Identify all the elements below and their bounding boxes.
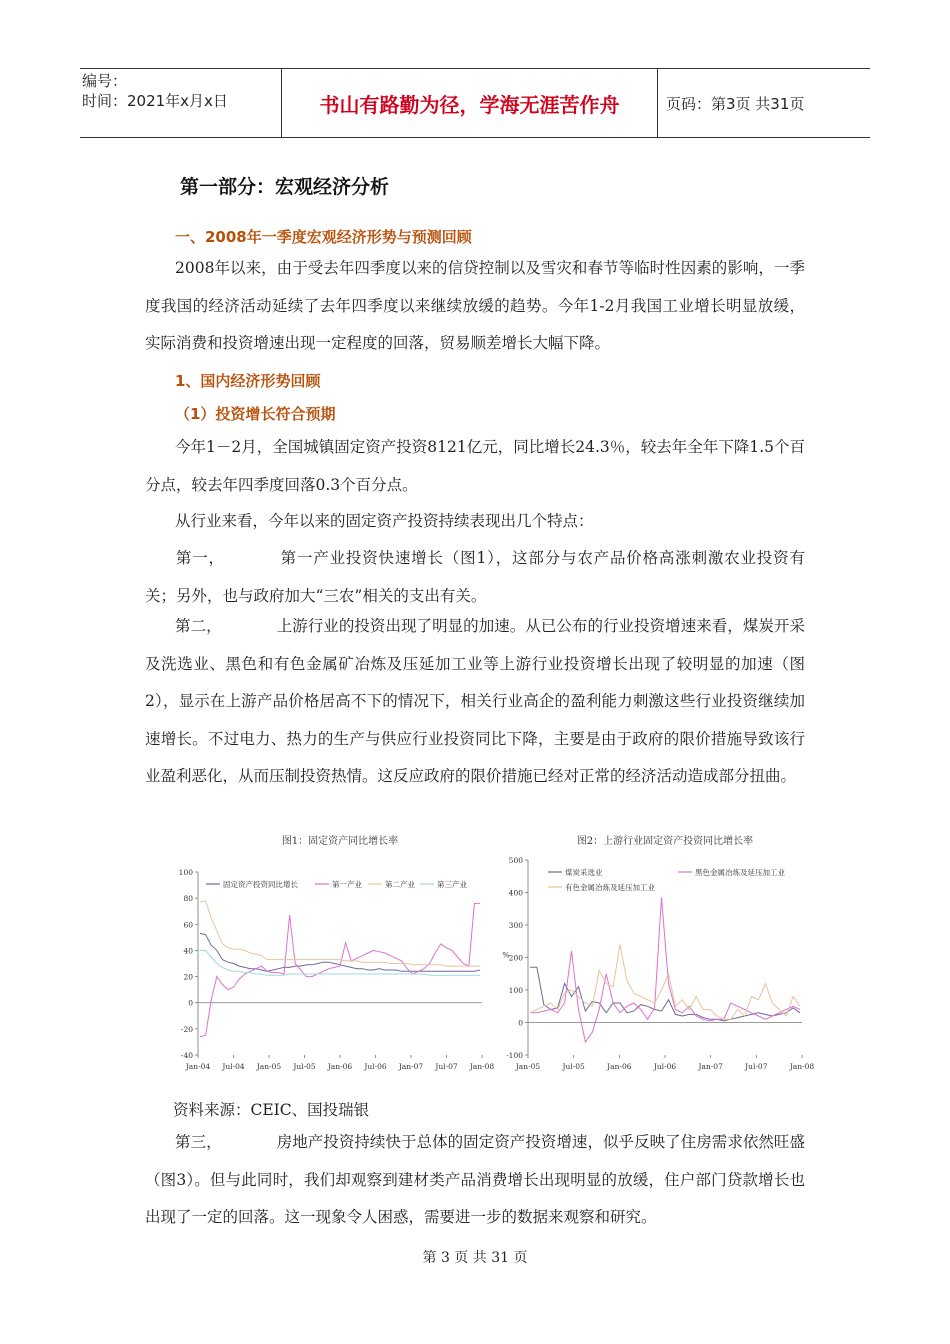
y-tick-label: -100 (506, 1051, 523, 1060)
paragraph-2 (145, 429, 805, 504)
header-motto: 书山有路勤为径，学海无涯苦作舟 (281, 69, 658, 137)
paragraph-1 (145, 250, 805, 363)
paragraph-6-lead: 第三， (175, 1133, 222, 1151)
paragraph-6-text: 房地产投资持续快于总体的固定资产投资增速，似乎反映了住房需求依然旺盛（图3）。但与此同时，我们却观察到建材类产品消费增长出现明显的放缓，住户部门贷款增长也出现了一定的回落。这一现象令人困惑，需要进一步的数据来观察和研究。 (145, 1133, 805, 1226)
header-meta (80, 69, 282, 139)
legend-label: 第一产业 (332, 880, 362, 889)
series-line (530, 897, 800, 1042)
chart-fixed-asset-growth (170, 832, 500, 1077)
number-label: 编号： (82, 72, 128, 90)
x-tick-label: Jan-08 (469, 1062, 495, 1071)
y-tick-label: 300 (508, 921, 523, 930)
y-tick-label: 500 (508, 856, 523, 865)
paragraph-5-text: 上游行业的投资出现了明显的加速。从已公布的行业投资增速来看，煤炭开采及洗选业、黑色和有色金属矿冶炼及压延加工业等上游行业投资增长出现了较明显的加速（图2），显示在上游产品价格居高不下的情况下，相关行业高企的盈利能力刺激这些行业投资继续加速增长。不过电力、热力的生产与供应行业投资同比下降，主要是由于政府的限价措施导致该行业盈利恶化，从而压制投资热情。这反应政府的限价措施已经对正常的经济活动造成部分扭曲。 (145, 617, 805, 785)
paragraph-2-text: 今年1－2月，全国城镇固定资产投资8121亿元，同比增长24.3％，较去年全年下降1.5个百分点，较去年四季度回落0.3个百分点。 (145, 438, 805, 494)
y-tick-label: 20 (183, 972, 193, 982)
y-tick-label: -40 (180, 1051, 193, 1060)
x-tick-label: Jul-07 (745, 1062, 768, 1071)
x-tick-label: Jul-05 (562, 1062, 585, 1071)
legend-label: 第二产业 (385, 880, 415, 889)
page-header (80, 68, 870, 138)
time-label: 时间：2021年x月x日 (82, 92, 228, 110)
series-line (530, 967, 800, 1021)
y-tick-label: 100 (508, 986, 523, 995)
y-tick-label: 400 (508, 888, 523, 898)
x-tick-label: Jan-08 (789, 1062, 815, 1071)
paragraph-4-lead: 第一， (175, 549, 225, 567)
chart-2-svg (500, 832, 820, 1077)
chart-title: 图1：固定资产同比增长率 (281, 836, 399, 847)
y-tick-label: 80 (183, 894, 193, 904)
x-tick-label: Jan-06 (327, 1062, 353, 1071)
y-tick-label: 0 (518, 1018, 523, 1028)
x-tick-label: Jan-07 (698, 1062, 723, 1071)
paragraph-5-lead: 第二， (175, 617, 222, 635)
x-tick-label: Jul-04 (222, 1062, 245, 1071)
heading-1: 一、2008年一季度宏观经济形势与预测回顾 (175, 228, 472, 246)
legend-label: 固定资产投资同比增长 (223, 880, 298, 889)
legend-label: 黑色金属冶炼及延压加工业 (695, 868, 785, 877)
header-page-info: 页码：第3页 共31页 (666, 94, 805, 113)
paragraph-4-text: 第一产业投资快速增长（图1），这部分与农产品价格高涨刺激农业投资有关；另外，也与政府加大“三农”相关的支出有关。 (145, 549, 805, 605)
heading-2: 1、国内经济形势回顾 (175, 372, 321, 390)
x-tick-label: Jul-05 (293, 1062, 316, 1071)
legend-label: 第三产业 (437, 880, 467, 889)
heading-3: （1）投资增长符合预期 (175, 405, 336, 423)
y-tick-label: 60 (183, 920, 193, 930)
x-tick-label: Jan-05 (515, 1062, 541, 1071)
paragraph-3-text: 从行业来看，今年以来的固定资产投资持续表现出几个特点： (175, 512, 594, 530)
page-footer: 第 3 页 共 31 页 (422, 1250, 528, 1266)
x-tick-label: Jul-07 (435, 1062, 458, 1071)
x-tick-label: Jul-06 (653, 1062, 677, 1071)
y-tick-label: 0 (188, 998, 193, 1008)
paragraph-5 (145, 608, 805, 796)
paragraph-1-text: 2008年以来，由于受去年四季度以来的信贷控制以及雪灾和春节等临时性因素的影响，一季度我国的经济活动延续了去年四季度以来继续放缓的趋势。今年1-2月我国工业增长明显放缓，实际消费和投资增速出现一定程度的回落，贸易顺差增长大幅下降。 (145, 259, 805, 352)
section-title: 第一部分：宏观经济分析 (180, 176, 390, 198)
paragraph-3 (145, 503, 805, 541)
y-tick-label: 40 (183, 946, 193, 956)
legend-label: 煤炭采选业 (565, 868, 603, 877)
source-note: 资料来源：CEIC、国投瑞银 (173, 1101, 370, 1119)
x-tick-label: Jul-06 (364, 1062, 387, 1071)
legend-label: 有色金属冶炼及延压加工业 (565, 883, 655, 892)
paragraph-6 (145, 1124, 805, 1237)
chart-title: 图2：上游行业固定资产投资同比增长率 (576, 836, 754, 847)
chart-upstream-growth (500, 832, 820, 1077)
paragraph-4 (145, 540, 805, 615)
y-tick-label: -20 (180, 1024, 193, 1034)
series-line (200, 901, 480, 966)
x-tick-label: Jan-07 (398, 1062, 424, 1071)
y-tick-label: 100 (178, 868, 193, 877)
x-tick-label: Jan-06 (607, 1062, 632, 1071)
chart-1-svg (170, 832, 500, 1077)
x-tick-label: Jan-05 (256, 1062, 282, 1071)
y-axis-label: % (502, 950, 510, 960)
x-tick-label: Jan-04 (185, 1062, 211, 1071)
y-tick-label: 200 (508, 953, 523, 963)
series-line (200, 903, 480, 1036)
